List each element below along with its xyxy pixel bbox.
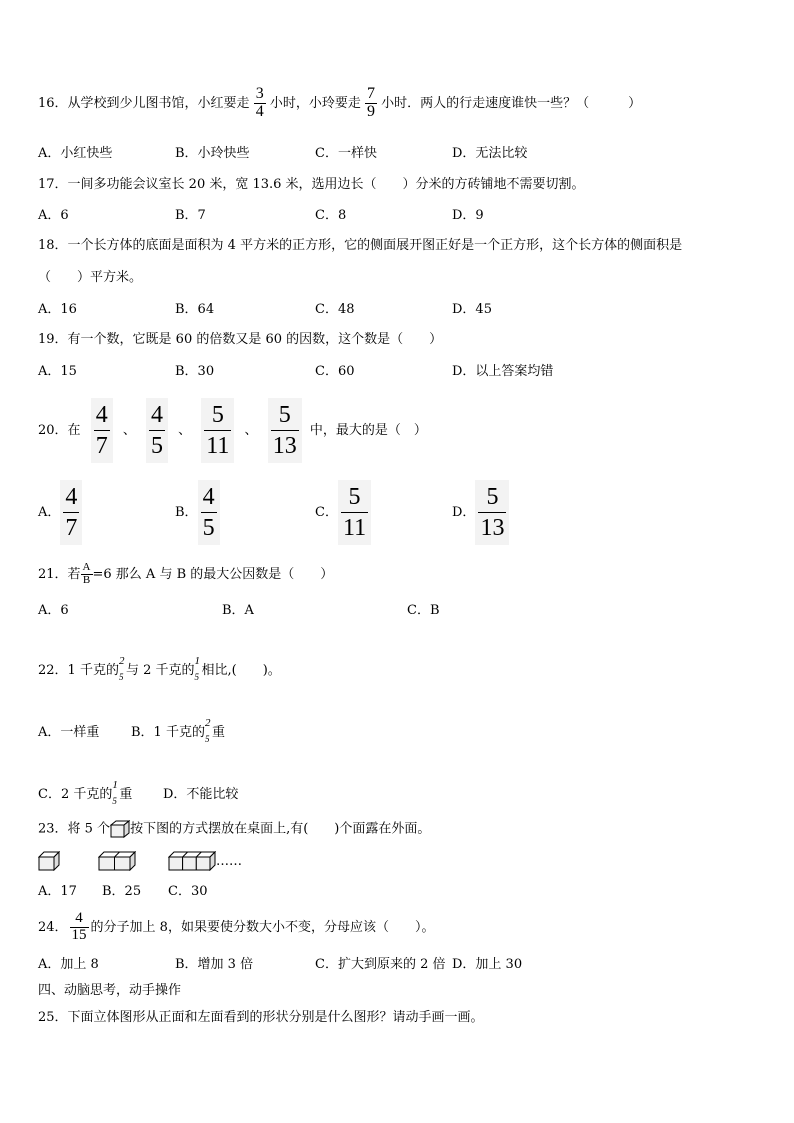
fraction: $\frac{A}{B}$ <box>82 561 91 586</box>
q22-option-c: C．2 千克的 1 5 重 <box>38 779 133 806</box>
q19-option-a: A．15 <box>38 364 77 379</box>
fraction: $\frac{5}{11}$ <box>338 480 371 545</box>
q17-stem: 17．一间多功能会议室长 20 米，宽 13.6 米，选用边长（ ）分米的方砖铺地不需要切割。 <box>38 177 585 192</box>
q16-stem: 16．从学校到少儿图书馆，小红要走 $\frac{3}{4}$ 小时，小玲要走 $\frac{7}{9}$ 小时．两人的行走速度谁快一些？（ ） <box>38 85 642 120</box>
q23-option-c: C．30 <box>168 884 208 899</box>
q21-option-b: B．A <box>222 603 254 618</box>
q20-option-a: A． $\frac{4}{7}$ <box>38 480 82 545</box>
fraction: $\frac{3}{4}$ <box>255 85 264 120</box>
q21-option-c: C．B <box>407 603 440 618</box>
q24-option-d: D．加上 30 <box>452 957 523 972</box>
q24-stem: 24． $\frac{4}{15}$ 的分子加上 8，如果要使分数大小不变，分母应该（ ）。 <box>38 910 435 943</box>
fraction: $\frac{4}{7}$ <box>60 480 82 545</box>
q22-option-d: D．不能比较 <box>163 787 239 802</box>
q17-option-a: A．6 <box>38 208 69 223</box>
fraction: $\frac{5}{11}$ <box>201 398 234 463</box>
q24-option-c: C．扩大到原来的 2 倍 <box>315 957 446 972</box>
q23-option-b: B．25 <box>102 884 142 899</box>
q18-option-b: B．64 <box>175 302 215 317</box>
q18-option-c: C．48 <box>315 302 355 317</box>
fraction: $\frac{4}{15}$ <box>71 910 87 943</box>
fraction: $\frac{5}{13}$ <box>475 480 509 545</box>
fraction: $\frac{4}{5}$ <box>198 480 220 545</box>
section-heading: 四、动脑思考，动手操作 <box>38 983 182 998</box>
q21-option-a: A．6 <box>38 603 69 618</box>
cube-arrangement-3 <box>168 851 216 871</box>
fraction: $\frac{5}{13}$ <box>268 398 302 463</box>
q17-option-c: C．8 <box>315 208 347 223</box>
q24-option-b: B．增加 3 倍 <box>175 957 254 972</box>
q22-option-b: B．1 千克的 2 5 重 <box>131 717 225 744</box>
q17-option-d: D．9 <box>452 208 484 223</box>
q24-option-a: A．加上 8 <box>38 957 99 972</box>
q16-option-c: C．一样快 <box>315 146 377 161</box>
fraction: $\frac{7}{9}$ <box>367 85 375 120</box>
q23-option-a: A．17 <box>38 884 77 899</box>
q20-option-b: B． $\frac{4}{5}$ <box>175 480 220 545</box>
q22-stem: 22．1 千克的 2 5 与 2 千克的 1 5 相比,( )。 <box>38 655 281 682</box>
q19-stem: 19．有一个数，它既是 60 的倍数又是 60 的因数，这个数是（ ） <box>38 332 443 347</box>
q22-option-a: A．一样重 <box>38 725 100 740</box>
q16-option-d: D．无法比较 <box>452 146 528 161</box>
q18-stem-line2: （ ）平方米。 <box>38 270 143 285</box>
q21-stem: 21．若 $\frac{A}{B}$ =6 那么 A 与 B 的最大公因数是（ ） <box>38 561 334 586</box>
cube-arrangement-1 <box>38 851 60 871</box>
q19-option-d: D．以上答案均错 <box>452 364 554 379</box>
q16-option-b: B．小玲快些 <box>175 146 250 161</box>
q20-option-d: D． $\frac{5}{13}$ <box>452 480 509 545</box>
fraction: $\frac{4}{5}$ <box>146 398 168 463</box>
q17-option-b: B．7 <box>175 208 206 223</box>
q20-stem: 20．在 $\frac{4}{7}$ 、 $\frac{4}{5}$ 、 $\frac{5}{11}$ 、 $\frac{5}{13}$ 中，最大的是（ ） <box>38 398 427 463</box>
q16-option-a: A．小红快些 <box>38 146 113 161</box>
q19-option-b: B．30 <box>175 364 215 379</box>
q23-ellipsis: …… <box>216 854 242 869</box>
q19-option-c: C．60 <box>315 364 355 379</box>
cube-arrangement-2 <box>98 851 136 871</box>
fraction: $\frac{4}{7}$ <box>91 398 113 463</box>
q18-stem-line1: 18．一个长方体的底面是面积为 4 平方米的正方形，它的侧面展开图正好是一个正方形，这个长方体的侧面积是 <box>38 238 683 253</box>
q18-option-d: D．45 <box>452 302 492 317</box>
q23-stem: 23．将 5 个 按下图的方式摆放在桌面上,有( )个面露在外面。 <box>38 821 431 837</box>
q20-option-c: C． $\frac{5}{11}$ <box>315 480 371 545</box>
cube-icon <box>110 820 130 838</box>
q25-stem: 25．下面立体图形从正面和左面看到的形状分别是什么图形？请动手画一画。 <box>38 1010 484 1025</box>
q18-option-a: A．16 <box>38 302 77 317</box>
